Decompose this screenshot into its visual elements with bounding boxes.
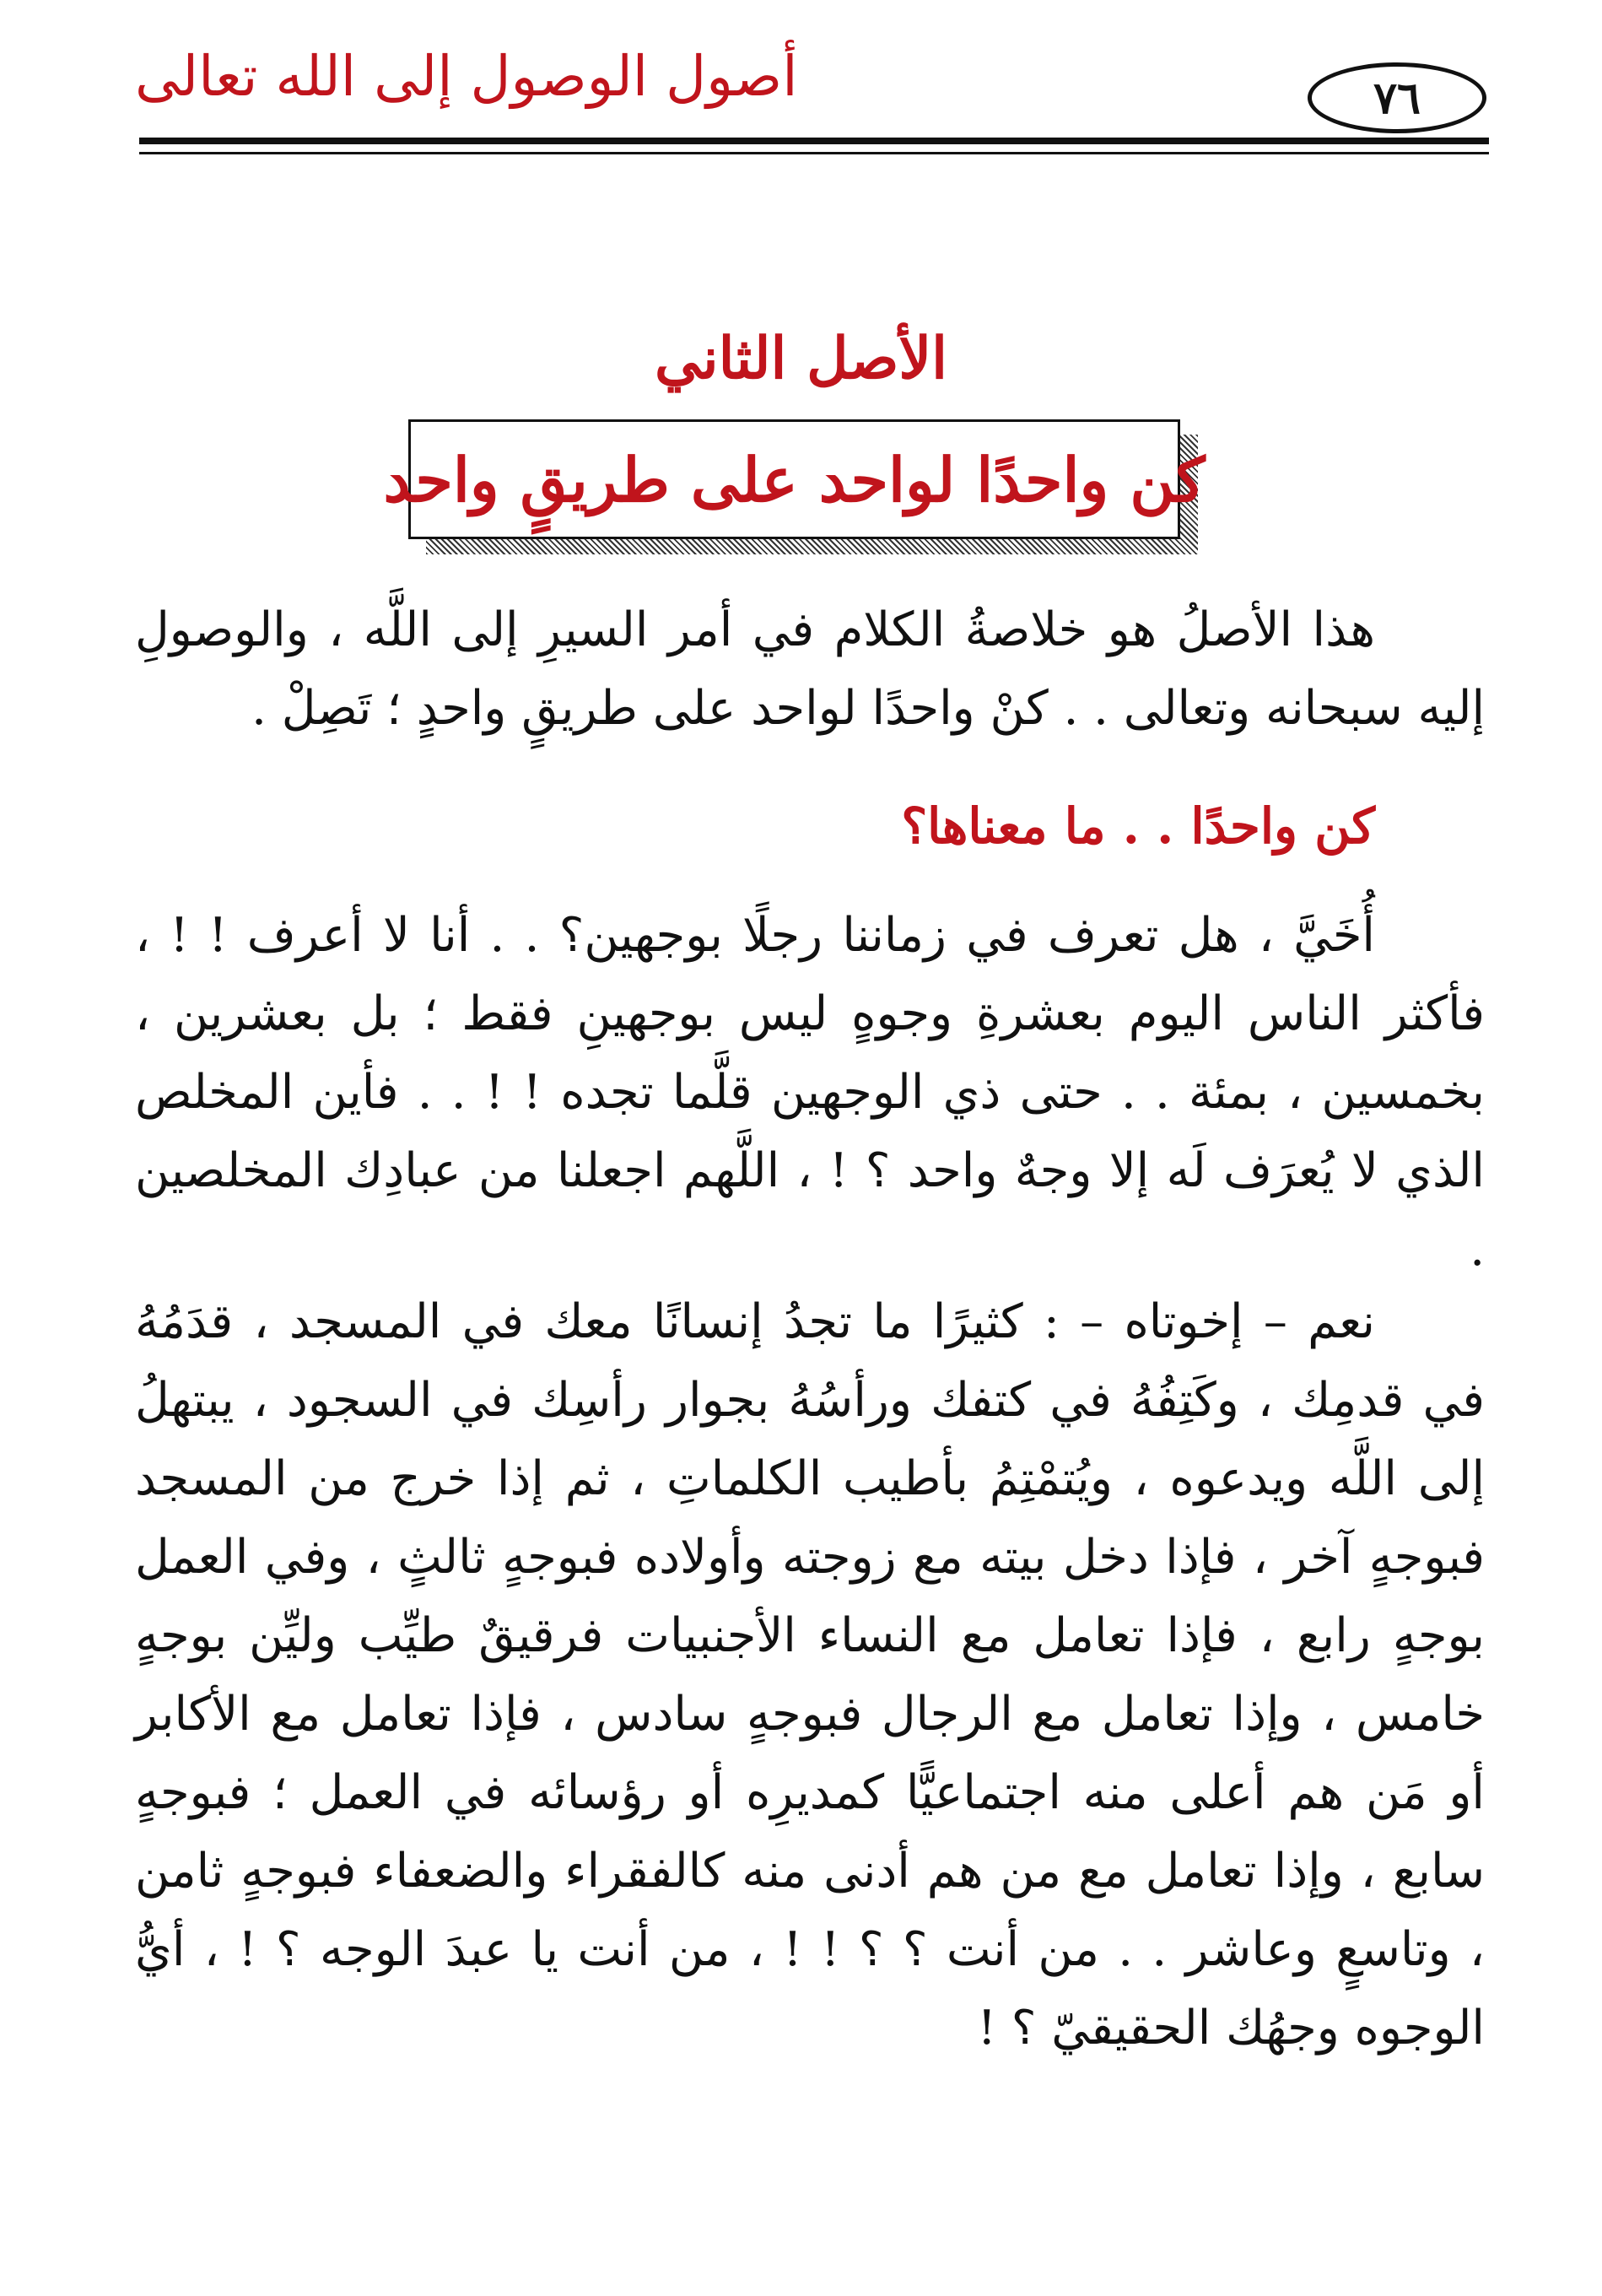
paragraph-1: هذا الأصلُ هو خلاصةُ الكلام في أمر السيرِ إلى اللَّه ، والوصولِ إليه سبحانه وتعالى . . كنْ واحدًا لواحد على طريقٍ واحدٍ ؛ تَصِلْ . (135, 602, 1485, 736)
header-rule-thin (139, 152, 1489, 154)
paragraph-2: أُخَيَّ ، هل تعرف في زماننا رجلًا بوجهين؟ . . أنا لا أعرف ! ! ، فأكثر الناس اليوم بعشرةِ وجوهٍ ليس بوجهينِ فقط ؛ بل بعشرين ، بخمسين ، بمئة . . حتى ذي الوجهين قلَّما تجده ! ! . . فأين المخلص الذي لا يُعرَف لَه إلا وجهٌ واحد ؟ ! ، اللَّهم اجعلنا من عبادِك المخلصين . (135, 908, 1485, 1277)
section-title-box: كن واحدًا لواحد على طريقٍ واحد (408, 419, 1180, 539)
section-heading: الأصل الثاني (654, 325, 948, 392)
header-rule-thick (139, 138, 1489, 144)
page-number: ٧٦ (1308, 62, 1486, 133)
sub-heading: كن واحدًا . . ما معناها؟ (901, 797, 1375, 855)
paragraph-3: نعم – إخوتاه – : كثيرًا ما تجدُ إنسانًا معك في المسجد ، قدَمُهُ في قدمِك ، وكَتِفُهُ في كتفك ورأسُهُ بجوار رأسِك في السجود ، يبتهلُ إلى اللَّه ويدعوه ، ويُتمْتِمُ بأطيب الكلماتِ ، ثم إذا خرج من المسجد فبوجهٍ آخر ، فإذا دخل بيته مع زوجته وأولاده فبوجهٍ ثالثٍ ، وفي العمل بوجهٍ رابع ، فإذا تعامل مع النساء الأجنبيات فرقيقٌ طيِّب وليِّن بوجهٍ خامس ، وإذا تعامل مع الرجال فبوجهٍ سادس ، فإذا تعامل مع الأكابر أو مَن هم أعلى منه اجتماعيًّا كمديرِه أو رؤسائه في العمل ؛ فبوجهٍ سابع ، وإذا تعامل مع من هم أدنى منه كالفقراء والضعفاء فبوجهٍ ثامن ، وتاسعٍ وعاشر . . من أنت ؟ ؟ ! ! ، من أنت يا عبدَ الوجه ؟ ! ، أيُّ الوجوه وجهُك الحقيقيّ ؟ ! (135, 1294, 1485, 2056)
running-title: أصول الوصول إلى الله تعالى (135, 44, 798, 109)
